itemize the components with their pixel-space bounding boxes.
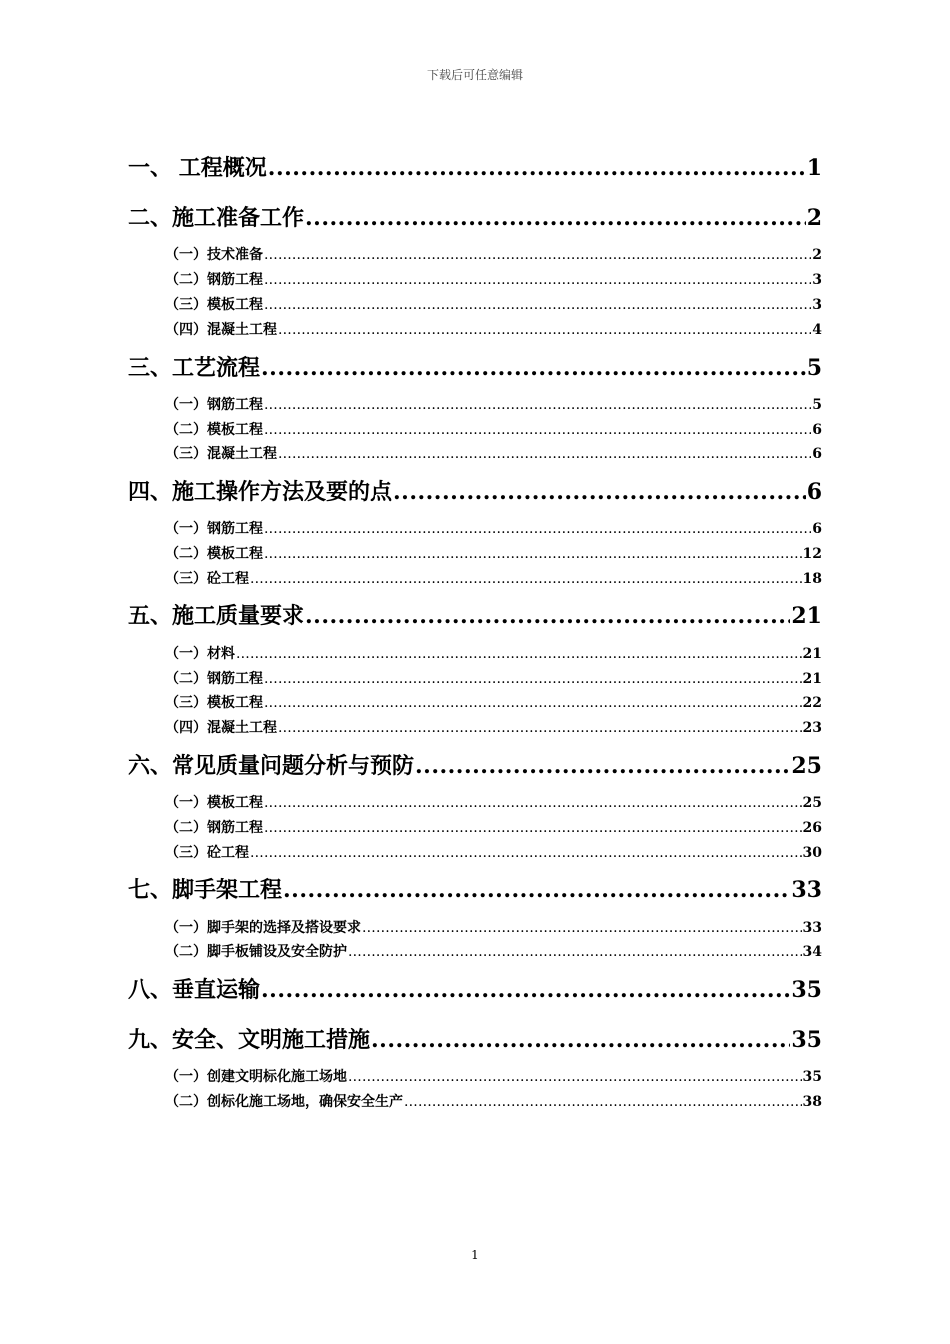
toc-entry-label: （二）创标化施工场地，确保安全生产 bbox=[165, 1094, 403, 1110]
toc-dot-leader bbox=[264, 519, 811, 539]
toc-dot-leader bbox=[348, 1067, 802, 1087]
toc-section-entry[interactable] bbox=[128, 295, 822, 315]
page-number: 1 bbox=[471, 1248, 479, 1262]
toc-dot-leader bbox=[362, 918, 802, 938]
toc-entry-page-number: 1 bbox=[806, 155, 822, 181]
toc-section-entry[interactable] bbox=[128, 693, 822, 713]
toc-entry-page-number: 4 bbox=[812, 322, 822, 338]
toc-entry-page-number: 6 bbox=[812, 422, 822, 438]
toc-entry-label: 九、安全、文明施工措施 bbox=[128, 1027, 371, 1053]
toc-section-entry[interactable] bbox=[128, 669, 822, 689]
toc-entry-label: 八、垂直运输 bbox=[128, 977, 261, 1003]
toc-entry-label: （一）材料 bbox=[165, 646, 235, 662]
toc-entry-label: （二）模板工程 bbox=[165, 546, 263, 562]
toc-entry-label: （四）混凝土工程 bbox=[165, 322, 277, 338]
toc-entry-label: （三）混凝土工程 bbox=[165, 446, 277, 462]
toc-chapter-entry[interactable] bbox=[128, 353, 822, 383]
toc-entry-page-number: 5 bbox=[806, 355, 822, 381]
toc-entry-page-number: 18 bbox=[802, 571, 822, 587]
toc-entry-page-number: 2 bbox=[812, 247, 822, 263]
toc-entry-label: 六、常见质量问题分析与预防 bbox=[128, 753, 415, 779]
toc-dot-leader bbox=[415, 751, 790, 781]
toc-dot-leader bbox=[305, 601, 790, 631]
toc-entry-label: （三）模板工程 bbox=[165, 297, 263, 313]
toc-dot-leader bbox=[264, 544, 802, 564]
toc-entry-page-number: 12 bbox=[802, 546, 822, 562]
toc-entry-label: 一、 bbox=[128, 155, 173, 181]
toc-entry-label: （一）创建文明标化施工场地 bbox=[165, 1069, 347, 1085]
toc-chapter-entry[interactable] bbox=[128, 1025, 822, 1055]
toc-dot-leader bbox=[264, 669, 802, 689]
toc-dot-leader bbox=[278, 444, 811, 464]
toc-entry-page-number: 38 bbox=[802, 1094, 822, 1110]
toc-section-entry[interactable] bbox=[128, 245, 822, 265]
toc-entry-page-number: 34 bbox=[802, 944, 822, 960]
toc-dot-leader bbox=[264, 295, 811, 315]
toc-section-entry[interactable] bbox=[128, 718, 822, 738]
toc-entry-page-number: 2 bbox=[806, 205, 822, 231]
toc-entry-label: （一）技术准备 bbox=[165, 247, 263, 263]
toc-entry-label: （四）混凝土工程 bbox=[165, 720, 277, 736]
toc-dot-leader bbox=[278, 320, 811, 340]
toc-chapter-entry[interactable] bbox=[128, 477, 822, 507]
toc-entry-page-number: 6 bbox=[806, 479, 822, 505]
toc-entry-label: （三）砼工程 bbox=[165, 571, 249, 587]
toc-chapter-entry[interactable] bbox=[128, 153, 822, 183]
toc-dot-leader bbox=[261, 353, 806, 383]
toc-entry-page-number: 25 bbox=[802, 795, 822, 811]
page-header-note: 下载后可任意编辑 bbox=[426, 68, 523, 82]
toc-entry-label: （一）脚手架的选择及搭设要求 bbox=[165, 920, 361, 936]
toc-entry-page-number: 6 bbox=[812, 446, 822, 462]
toc-dot-leader bbox=[236, 644, 802, 664]
toc-entry-label: 四、施工操作方法及要的点 bbox=[128, 479, 393, 505]
toc-dot-leader bbox=[278, 718, 802, 738]
toc-chapter-entry[interactable] bbox=[128, 601, 822, 631]
toc-entry-label: （二）钢筋工程 bbox=[165, 272, 263, 288]
toc-entry-page-number: 3 bbox=[812, 297, 822, 313]
toc-section-entry[interactable] bbox=[128, 1067, 822, 1087]
toc-dot-leader bbox=[264, 395, 811, 415]
toc-section-entry[interactable] bbox=[128, 1092, 822, 1112]
toc-entry-page-number: 25 bbox=[791, 753, 822, 779]
toc-entry-label: （三）模板工程 bbox=[165, 695, 263, 711]
toc-entry-page-number: 33 bbox=[791, 877, 822, 903]
toc-entry-page-number: 21 bbox=[802, 671, 822, 687]
toc-dot-leader bbox=[393, 477, 806, 507]
toc-entry-label: （二）钢筋工程 bbox=[165, 671, 263, 687]
toc-chapter-entry[interactable] bbox=[128, 751, 822, 781]
toc-section-entry[interactable] bbox=[128, 569, 822, 589]
toc-entry-page-number: 5 bbox=[812, 397, 822, 413]
toc-entry-label: 三、工艺流程 bbox=[128, 355, 261, 381]
toc-entry-label: 七、脚手架工程 bbox=[128, 877, 283, 903]
toc-dot-leader bbox=[261, 975, 790, 1005]
toc-dot-leader bbox=[268, 153, 806, 183]
toc-section-entry[interactable] bbox=[128, 444, 822, 464]
toc-entry-label: （一）模板工程 bbox=[165, 795, 263, 811]
toc-section-entry[interactable] bbox=[128, 644, 822, 664]
toc-dot-leader bbox=[264, 693, 802, 713]
toc-entry-page-number: 22 bbox=[802, 695, 822, 711]
toc-dot-leader bbox=[305, 203, 806, 233]
toc-dot-leader bbox=[264, 245, 811, 265]
toc-entry-page-number: 35 bbox=[791, 1027, 822, 1053]
toc-entry-page-number: 3 bbox=[812, 272, 822, 288]
toc-entry-page-number: 26 bbox=[802, 820, 822, 836]
toc-entry-page-number: 30 bbox=[802, 845, 822, 861]
toc-chapter-entry[interactable] bbox=[128, 975, 822, 1005]
toc-entry-label: （一）钢筋工程 bbox=[165, 397, 263, 413]
toc-entry-page-number: 35 bbox=[791, 977, 822, 1003]
toc-entry-page-number: 6 bbox=[812, 521, 822, 537]
toc-entry-label: （二）脚手板铺设及安全防护 bbox=[165, 944, 347, 960]
toc-dot-leader bbox=[250, 569, 802, 589]
toc-chapter-entry[interactable] bbox=[128, 203, 822, 233]
toc-entry-page-number: 35 bbox=[802, 1069, 822, 1085]
toc-dot-leader bbox=[250, 843, 802, 863]
toc-dot-leader bbox=[264, 420, 811, 440]
toc-dot-leader bbox=[264, 793, 802, 813]
toc-section-entry[interactable] bbox=[128, 942, 822, 962]
toc-entry-label: （二）钢筋工程 bbox=[165, 820, 263, 836]
toc-entry-label: （三）砼工程 bbox=[165, 845, 249, 861]
toc-entry-page-number: 23 bbox=[802, 720, 822, 736]
toc-entry-label: （一）钢筋工程 bbox=[165, 521, 263, 537]
toc-section-entry[interactable] bbox=[128, 395, 822, 415]
toc-dot-leader bbox=[404, 1092, 802, 1112]
toc-entry-label: （二）模板工程 bbox=[165, 422, 263, 438]
toc-dot-leader bbox=[264, 818, 802, 838]
toc-dot-leader bbox=[348, 942, 802, 962]
toc-entry-label: 二、施工准备工作 bbox=[128, 205, 305, 231]
toc-section-entry[interactable] bbox=[128, 320, 822, 340]
toc-section-entry[interactable] bbox=[128, 918, 822, 938]
toc-entry-page-number: 33 bbox=[802, 920, 822, 936]
toc-section-entry[interactable] bbox=[128, 270, 822, 290]
toc-entry-page-number: 21 bbox=[791, 603, 822, 629]
toc-chapter-entry[interactable] bbox=[128, 875, 822, 905]
toc-section-entry[interactable] bbox=[128, 519, 822, 539]
toc-section-entry[interactable] bbox=[128, 544, 822, 564]
toc-dot-leader bbox=[264, 270, 811, 290]
toc-section-entry[interactable] bbox=[128, 793, 822, 813]
toc-entry-label-title: 工程概况 bbox=[178, 155, 267, 181]
toc-dot-leader bbox=[283, 875, 790, 905]
toc-section-entry[interactable] bbox=[128, 843, 822, 863]
toc-section-entry[interactable] bbox=[128, 420, 822, 440]
toc-entry-label: 五、施工质量要求 bbox=[128, 603, 305, 629]
toc-dot-leader bbox=[371, 1025, 790, 1055]
toc-section-entry[interactable] bbox=[128, 818, 822, 838]
toc-entry-page-number: 21 bbox=[802, 646, 822, 662]
